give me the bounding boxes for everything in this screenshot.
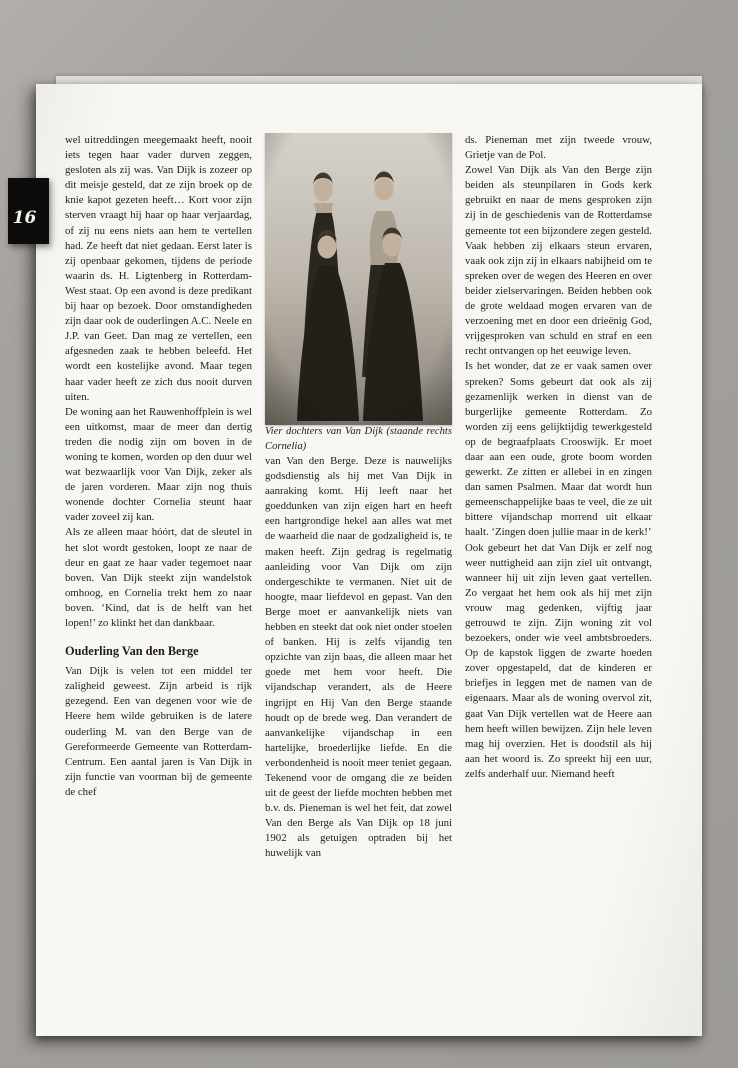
paragraph: wel uitreddingen meegemaakt heeft, nooit iets tegen haar vader durven zeggen, gesloten als zij was. Van Dijk is zozeer op dit meisje gesteld, dat ze zijn broek op de knie kapot gezeten heeft… Kort voor zijn sterven vraagt hij haar op haar verjaardag, of zij nu eens niets aan hem te vertellen had. Ze heeft dat niet gedaan. Eerst later is zij openbaar gekomen, tijdens de periode waarin ds. H. Ligtenberg in Rotterdam-West staat. Op een avond is deze predikant bij haar op bezoek. Door omstandigheden zijn daar ook de ouderlingen A.C. Neele en J.P. van Geet. Dan mag ze vertellen, een afgesneden zaak te hebben beleefd. Het wordt een kostelijke avond. Maar tegen haar vader heeft ze zich dus nooit durven uiten. [65,134,252,403]
paragraph: De woning aan het Rauwenhoffplein is wel een uitkomst, maar de meer dan dertig treden die nodig zijn om boven in de woning te komen, worden op den duur wel wat bezwaarlijk voor Van Dijk, zeker als de jaren vorderen. Maar zijn nog thuis wonende dochter Cornelia steunt haar vader zoveel zij kan. [65,405,252,524]
middle-column [265,133,452,862]
section-heading: Ouderling Van den Berge [65,644,199,659]
page-number: 16 [12,208,37,228]
paragraph: Van Dijk is velen tot een middel ter zaligheid geweest. Zijn arbeid is rijk gezegend. Een van degenen voor wie de Heere hem wilde gebruiken is de latere ouderling M. van den Berge van de Gereformeerde Gemeente van Rotterdam-Centrum. Een aantal jaren is Van Dijk in zijn functie van voorman bij de gemeente de chef [65,665,252,798]
left-column [65,133,252,800]
paragraph: van Van den Berge. Deze is nauwelijks godsdienstig als hij met Van Dijk in aanraking komt. Hij leeft naar het goeddunken van zijn eigen hart en heeft een hartgrondige hekel aan alles wat met de waarheid die naar de godzaligheid is, te maken heeft. Zijn gedrag is regelmatig aanleiding voor Van Dijk om zijn ondergeschikte te vermanen. Niet uit de hoogte, maar liefdevol en gepast. Van den Berge moet er aanvankelijk niets van hebben en steekt dat ook niet onder stoelen of banken. Hij is zelfs vijandig ten opzichte van zijn baas, die alleen maar het goede met hem voor heeft. Die vijandschap verandert, als de Heere ingrijpt en Hij Van den Berge staande houdt op de brede weg. Dan verandert de aanvankelijke vijandschap in een hartelijke, broederlijke liefde. En die verbondenheid is nooit meer teniet gegaan. Tekenend voor de omgang die ze beiden uit de geest der liefde mochten hebben met b.v. ds. Pieneman is wel het feit, dat zowel Van den Berge als Van Dijk op 18 juni 1902 als getuigen optraden bij het huwelijk van [265,455,452,860]
paragraph: Ook gebeurt het dat Van Dijk er zelf nog weer nuttigheid aan zijn ziel uit ontvangt, wanneer hij uit zijn leven gaat vertellen. Zo vergaat het hem ook als hij met zijn vrouw mag gedenken, vijftig jaar getrouwd te zijn. Zijn woning zit vol bezoekers, onder wie veel ambtsbroeders. Op de kapstok liggen de zwarte hoeden zover opgestapeld, dat de kinderen er briefjes in leggen met de namen van de eigenaars. Maar als de woning overvol zit, gaat Van Dijk vertellen wat de Heere aan hem heeft willen bewijzen. Zijn hele leven mag hij overzien. Het is doodstil als hij aan het woord is. Zo spreekt hij een uur, zelfs anderhalf uur. Niemand heeft [465,541,652,780]
paragraph: Zowel Van Dijk als Van den Berge zijn beiden als steunpilaren in Gods kerk gebruikt en naar de mens gesproken zijn zij in de geschiedenis van de Rotterdamse gemeente tot een bijzondere zegen gesteld. Vaak hebben zij elkaars steun ervaren, vaak ook zijn zij in elkaars nabijheid om te spreken over de wegen des Heeren en over beider zielservaringen. Beiden hebben ook de grote weldaad mogen ervaren van de verzoening met en door een drieënig God, vrijgesproken van schuld en straf en een recht ontvangen op het eeuwige leven. [465,164,652,358]
four-daughters-photo [265,133,452,425]
photo-caption: Vier dochters van Van Dijk (staande rechts Cornelia) [265,426,452,452]
photo-illustration [265,133,452,425]
paragraph: ds. Pieneman met zijn tweede vrouw, Grietje van de Pol. [465,134,652,162]
book-page [12,84,702,1036]
right-column [465,133,652,782]
page-number-tab [8,178,49,244]
paragraph: Is het wonder, dat ze er vaak samen over spreken? Soms gebeurt dat ook als zij gezamenlijk werken in dienst van de burgerlijke gemeente Rotterdam. Zo worden zij eens gelijktijdig tewerkgesteld op de begraafplaats Crooswijk. Er moet daar aan een oude, grote boom worden gewerkt. Ze zitten er allebei in en zingen dan samen Psalmen. Maar dat wordt hun gemeenschappelijke baas te veel, die ze uit bittere vijandschap morrend uit elkaar haalt. ‘Zingen doen jullie maar in de kerk!’ [465,360,652,539]
paragraph: Als ze alleen maar hóórt, dat de sleutel in het slot wordt gestoken, loopt ze naar de deur en gaat ze haar vader tegemoet naar boven. Van Dijk steekt zijn wandelstok omhoog, en Cornelia trekt hem zo naar boven. ‘Kind, dat is de helft van het lopen!’ zo klinkt het dan dankbaar. [65,526,252,629]
